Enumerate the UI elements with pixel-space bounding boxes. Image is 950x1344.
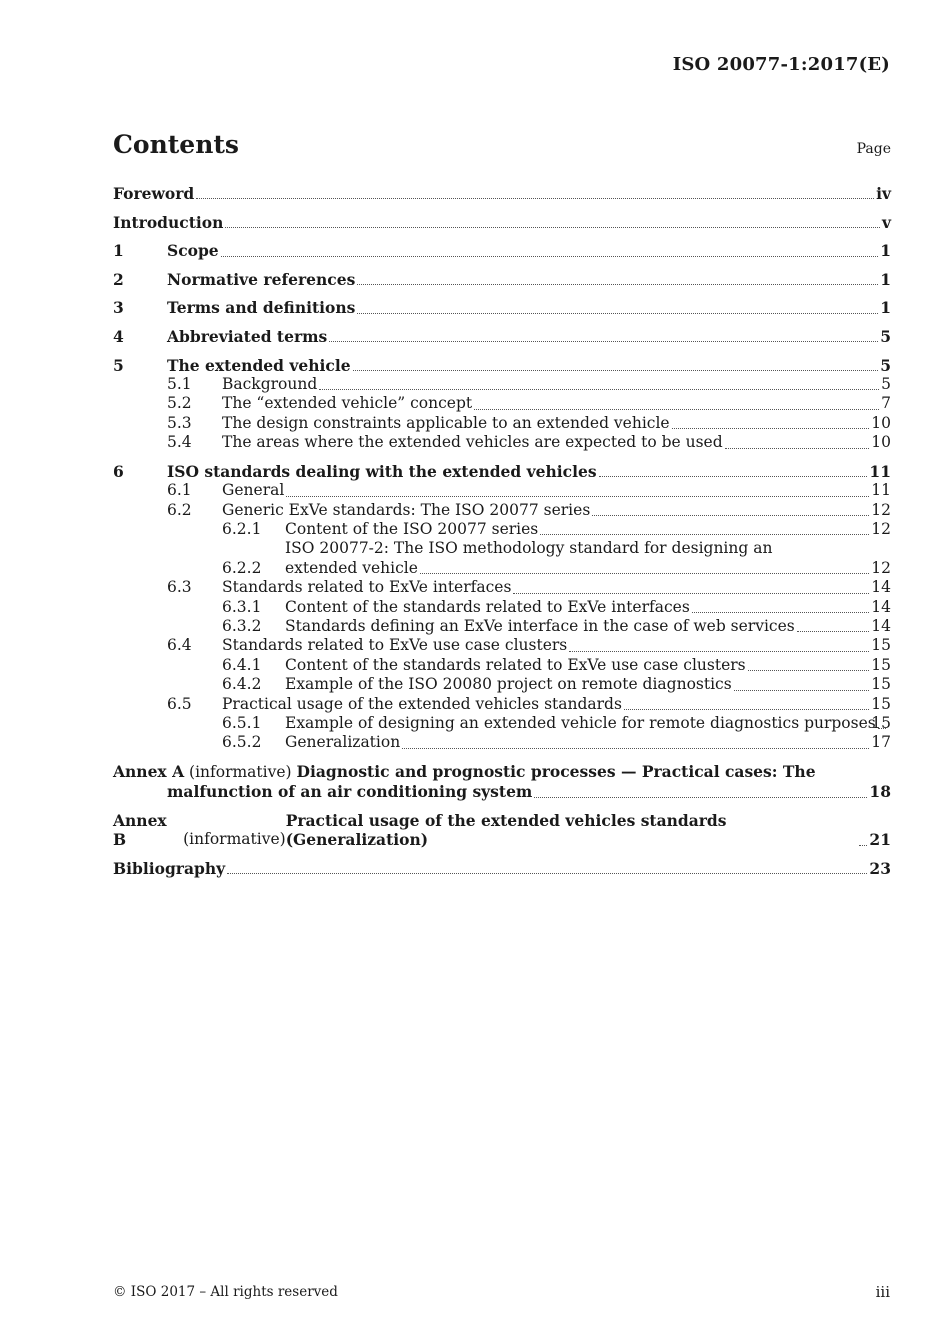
toc-page: 14 [871, 578, 891, 597]
dot-leader [859, 845, 867, 846]
toc-page: 15 [871, 655, 891, 674]
toc-label: Content of the standards related to ExVe use case clusters [285, 655, 746, 674]
dot-leader [225, 227, 880, 228]
toc-label: Generalization [285, 733, 401, 752]
annex-b-info: (informative) [183, 830, 286, 849]
toc-number: 5.2 [167, 394, 192, 413]
toc-entry-6-2-1[interactable] [113, 520, 891, 539]
toc-label: The areas where the extended vehicles are expected to be used [222, 433, 723, 452]
toc-entry-6-5-2[interactable] [113, 733, 891, 752]
toc-label: Terms and definitions [167, 298, 356, 318]
toc-page: 11 [871, 481, 891, 500]
dot-leader [534, 797, 867, 798]
toc-entry-foreword[interactable] [113, 184, 891, 203]
toc-entry-5-2[interactable] [113, 394, 891, 413]
toc-label-line2: extended vehicle [285, 558, 418, 577]
toc-entry-6-4[interactable] [113, 636, 891, 655]
toc-number: 1 [113, 241, 124, 261]
toc-entry-5-1[interactable] [113, 375, 891, 394]
toc-number: 6.4.2 [222, 675, 262, 694]
dot-leader [592, 515, 869, 516]
dot-leader [329, 341, 878, 342]
dot-leader [286, 496, 869, 497]
toc-label: Standards related to ExVe interfaces [222, 578, 512, 597]
toc-number: 5.3 [167, 413, 192, 432]
toc-entry-5-4[interactable] [113, 433, 891, 452]
dot-leader [569, 651, 869, 652]
toc-page: 1 [880, 269, 891, 289]
toc-label-line1: ISO 20077-2: The ISO methodology standard for designing an [285, 539, 773, 558]
toc-entry-4[interactable] [113, 327, 891, 346]
toc-page: 15 [871, 675, 891, 694]
toc-label: Normative references [167, 269, 356, 289]
document-id: ISO 20077-1:2017(E) [672, 54, 890, 75]
toc-entry-6-3-2[interactable] [113, 617, 891, 636]
annex-b-page: 21 [869, 830, 891, 850]
toc-page: 14 [871, 597, 891, 616]
toc-label: Standards defining an ExVe interface in the case of web services [285, 617, 795, 636]
dot-leader [420, 573, 869, 574]
toc-label: Abbreviated terms [167, 326, 328, 346]
toc-label: Content of the ISO 20077 series [285, 520, 539, 538]
toc-number: 6.1 [167, 481, 192, 500]
toc-page: 17 [871, 733, 891, 752]
toc-entry-6-2[interactable] [113, 501, 891, 520]
toc-entry-introduction[interactable] [113, 213, 891, 232]
toc-page: 15 [871, 714, 891, 733]
toc-label: Generic ExVe standards: The ISO 20077 series [222, 500, 591, 519]
toc-label: Example of designing an extended vehicle for remote diagnostics purposes [285, 714, 876, 733]
table-of-contents [113, 184, 891, 878]
toc-number: 6 [113, 461, 124, 481]
toc-entry-6-5[interactable] [113, 695, 891, 714]
toc-entry-6-4-1[interactable] [113, 656, 891, 675]
toc-label: The “extended vehicle” concept [222, 394, 473, 413]
toc-page: 1 [880, 241, 891, 261]
toc-number: 6.5.1 [222, 714, 262, 733]
toc-label: Content of the standards related to ExVe interfaces [285, 597, 690, 616]
toc-number: 3 [113, 298, 124, 318]
toc-entry-6-1[interactable] [113, 481, 891, 500]
annex-a-title-line1: Diagnostic and prognostic processes — Practical cases: The [296, 762, 816, 782]
toc-page: 10 [871, 413, 891, 432]
toc-label: The extended vehicle [167, 355, 351, 375]
toc-label: Background [222, 374, 318, 393]
toc-entry-6-3-1[interactable] [113, 598, 891, 617]
toc-entry-6-5-1[interactable] [113, 714, 891, 733]
bibliography-page: 23 [869, 859, 891, 879]
toc-number: 6.4 [167, 636, 192, 655]
dot-leader [474, 409, 879, 410]
dot-leader [319, 389, 879, 390]
toc-entry-5-3[interactable] [113, 414, 891, 433]
toc-label [285, 539, 871, 578]
toc-entry-annex-a[interactable] [113, 762, 891, 802]
copyright-notice: © ISO 2017 – All rights reserved [113, 1284, 338, 1300]
toc-number: 5.1 [167, 374, 192, 393]
toc-page: 15 [871, 694, 891, 713]
annex-a-title-line2: malfunction of an air conditioning system [167, 782, 533, 802]
dot-leader [797, 631, 870, 632]
toc-label: General [222, 481, 285, 500]
annex-a-page: 18 [869, 782, 891, 802]
dot-leader [402, 748, 869, 749]
toc-page: 5 [880, 326, 891, 346]
dot-leader [624, 709, 869, 710]
page-column-label: Page [856, 141, 891, 157]
toc-page: 14 [871, 617, 891, 636]
toc-entry-3[interactable] [113, 298, 891, 317]
toc-number: 6.5.2 [222, 733, 262, 752]
toc-number: 6.2.2 [222, 558, 262, 577]
toc-entry-6-2-2[interactable] [113, 539, 891, 578]
toc-entry-5[interactable] [113, 356, 891, 375]
annex-b-title: Practical usage of the extended vehicles standards (Generalization) [285, 811, 727, 850]
toc-page: 10 [871, 433, 891, 452]
dot-leader [540, 534, 869, 535]
toc-page: 11 [869, 461, 891, 481]
toc-label: Standards related to ExVe use case clusters [222, 636, 568, 655]
toc-label: The design constraints applicable to an extended vehicle [222, 413, 670, 432]
toc-label: Scope [167, 241, 219, 261]
bibliography-label: Bibliography [113, 859, 226, 879]
toc-number: 4 [113, 326, 124, 346]
toc-page: 5 [881, 374, 891, 393]
toc-entries [113, 184, 891, 753]
toc-page: 7 [881, 394, 891, 413]
toc-number: 6.2 [167, 500, 192, 519]
toc-number: 2 [113, 269, 124, 289]
toc-entry-6-4-2[interactable] [113, 675, 891, 694]
toc-label: Foreword [113, 184, 195, 203]
annex-a-info: (informative) [184, 763, 297, 782]
toc-label: ISO standards dealing with the extended vehicles [167, 461, 597, 481]
toc-page: 1 [880, 298, 891, 318]
toc-page: iv [876, 184, 891, 203]
toc-number: 6.3 [167, 578, 192, 597]
toc-number: 6.5 [167, 694, 192, 713]
toc-number: 5.4 [167, 433, 192, 452]
toc-page: 12 [871, 500, 891, 519]
toc-label: Introduction [113, 212, 224, 232]
dot-leader [357, 284, 878, 285]
toc-page: v [881, 212, 891, 232]
toc-entry-6-3[interactable] [113, 578, 891, 597]
dot-leader [353, 370, 879, 371]
dot-leader [196, 198, 874, 199]
dot-leader [227, 873, 867, 874]
dot-leader [725, 448, 870, 449]
dot-leader [748, 670, 870, 671]
dot-leader [599, 476, 868, 477]
toc-entry-annex-b[interactable] [113, 811, 891, 850]
toc-number: 5 [113, 355, 124, 375]
page-number: iii [875, 1283, 890, 1301]
toc-number: 6.2.1 [222, 520, 262, 538]
annex-b-prefix: Annex B [113, 811, 167, 850]
toc-number: 6.4.1 [222, 655, 262, 674]
dot-leader [734, 690, 870, 691]
toc-entry-1[interactable] [113, 241, 891, 260]
toc-entry-6[interactable] [113, 462, 891, 481]
toc-label: Example of the ISO 20080 project on remote diagnostics [285, 675, 732, 694]
dot-leader [221, 256, 879, 257]
dot-leader [357, 313, 878, 314]
annex-a-prefix: Annex A [113, 762, 185, 782]
toc-number: 6.3.1 [222, 597, 262, 616]
toc-entry-bibliography[interactable] [113, 859, 891, 878]
dot-leader [672, 428, 870, 429]
toc-entry-2[interactable] [113, 270, 891, 289]
toc-page: 5 [880, 355, 891, 375]
dot-leader [513, 593, 869, 594]
toc-label: Practical usage of the extended vehicles standards [222, 694, 622, 713]
toc-page: 12 [871, 520, 891, 538]
toc-page: 12 [871, 558, 891, 577]
page-title: Contents [113, 130, 240, 159]
toc-page: 15 [871, 636, 891, 655]
title-row [113, 130, 891, 159]
dot-leader [692, 612, 869, 613]
toc-number: 6.3.2 [222, 617, 262, 636]
